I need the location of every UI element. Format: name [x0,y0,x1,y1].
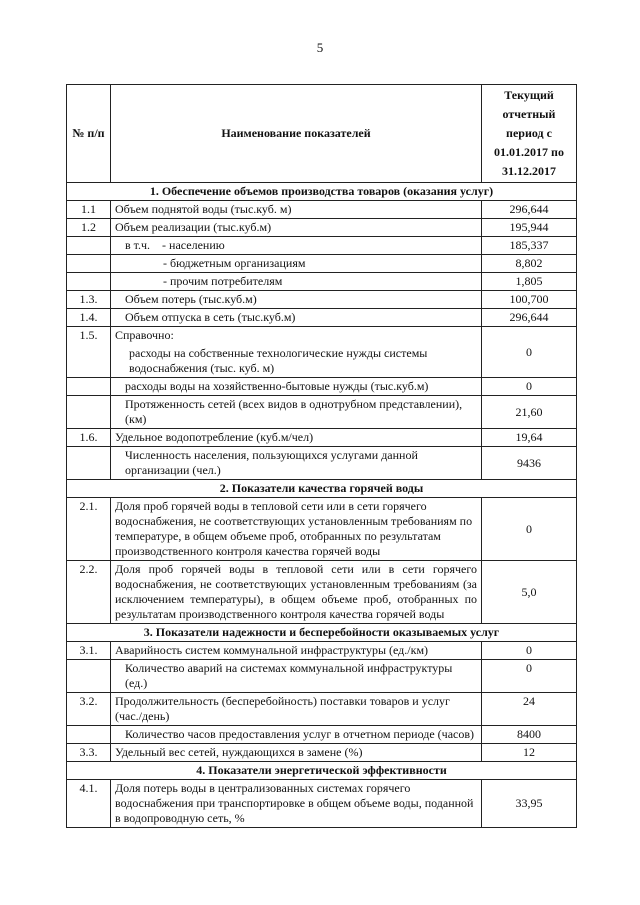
header-indicator-name: Наименование показателей [111,85,482,183]
row-value: 296,644 [482,201,577,219]
row-name: Продолжительность (бесперебойность) поставки товаров и услуг (час./день) [111,693,482,726]
page-number: 5 [316,40,324,55]
row-name: Количество часов предоставления услуг в отчетном периоде (часов) [111,726,482,744]
row-value: 8400 [482,726,577,744]
table-row [67,498,577,561]
row-number: 1.2 [67,219,111,237]
row-value: 0 [482,642,577,660]
row-number: 2.1. [67,498,111,561]
section-title: 3. Показатели надежности и бесперебойности оказываемых услуг [67,624,577,642]
table-row [67,660,577,693]
row-value: 1,805 [482,273,577,291]
section-row [67,480,577,498]
row-value: 21,60 [482,396,577,429]
section-title: 2. Показатели качества горячей воды [67,480,577,498]
table-row [67,273,577,291]
row-value: 24 [482,693,577,726]
row-number: 2.2. [67,561,111,624]
row-name: Доля потерь воды в централизованных системах горячего водоснабжения при транспортировке в общем объеме воды, поданной в водопроводную сеть, % [111,780,482,828]
row-name: - бюджетным организациям [111,255,482,273]
section-row [67,183,577,201]
row-name: Численность населения, пользующихся услугами данной организации (чел.) [111,447,482,480]
row-name: - прочим потребителям [111,273,482,291]
table-row [67,447,577,480]
row-name: Справочно: [115,328,174,342]
row-value: 0 [482,378,577,396]
row-number [67,273,111,291]
row-name: Аварийность систем коммунальной инфраструктуры (ед./км) [111,642,482,660]
row-number: 1.3. [67,291,111,309]
table-row [67,255,577,273]
section-title: 4. Показатели энергетической эффективности [67,762,577,780]
row-value: 19,64 [482,429,577,447]
table-row [67,744,577,762]
table-row [67,327,577,378]
row-value: 0 [482,498,577,561]
row-name: Объем потерь (тыс.куб.м) [111,291,482,309]
row-number [67,255,111,273]
row-name: Объем поднятой воды (тыс.куб. м) [111,201,482,219]
row-number: 1.5. [67,327,111,378]
header-period: Текущий отчетный период с 01.01.2017 по 31.12.2017 [482,85,577,183]
table-row [67,429,577,447]
row-subname: расходы на собственные технологические нужды системы водоснабжения (тыс. куб. м) [129,346,428,375]
row-value: 100,700 [482,291,577,309]
table-row [67,378,577,396]
row-name: Количество аварий на системах коммунальной инфраструктуры (ед.) [111,660,482,693]
table-row [67,396,577,429]
table-row [67,201,577,219]
table-row [67,309,577,327]
row-name: в т.ч. - населению [111,237,482,255]
row-number: 4.1. [67,780,111,828]
table-row [67,561,577,624]
row-value: 9436 [482,447,577,480]
indicators-table [66,84,577,828]
table-row [67,642,577,660]
table-header-row [67,85,577,183]
section-row [67,762,577,780]
row-number: 1.1 [67,201,111,219]
row-name: Доля проб горячей воды в тепловой сети или в сети горячего водоснабжения, не соответствующих установленным требованиям по температуре, в общем объеме проб, отобранных по результатам производственного контроля качества горячей воды [111,498,482,561]
row-value: 0 [482,660,577,693]
row-number: 3.3. [67,744,111,762]
row-name: Удельный вес сетей, нуждающихся в замене (%) [111,744,482,762]
table-row [67,291,577,309]
row-number [67,237,111,255]
row-value: 8,802 [482,255,577,273]
row-name: Удельное водопотребление (куб.м/чел) [111,429,482,447]
row-name: Протяженность сетей (всех видов в однотрубном представлении), (км) [111,396,482,429]
table-row [67,219,577,237]
row-name: Объем реализации (тыс.куб.м) [111,219,482,237]
row-value: 5,0 [482,561,577,624]
table-row [67,693,577,726]
row-value: 185,337 [482,237,577,255]
row-number [67,660,111,693]
row-number [67,396,111,429]
row-number: 1.6. [67,429,111,447]
row-name: Объем отпуска в сеть (тыс.куб.м) [111,309,482,327]
row-value: 12 [482,744,577,762]
row-value: 0 [482,327,577,378]
row-value: 296,644 [482,309,577,327]
row-name: расходы воды на хозяйственно-бытовые нужды (тыс.куб.м) [111,378,482,396]
section-title: 1. Обеспечение объемов производства товаров (оказания услуг) [67,183,577,201]
row-number: 3.2. [67,693,111,726]
row-name: Доля проб горячей воды в тепловой сети или в сети горячего водоснабжения, не соответствующих установленным требованиям (за исключением температуры), в общем объеме проб, отобранных по результатам производственного контроля качества горячей воды [111,561,482,624]
row-number: 3.1. [67,642,111,660]
table-row [67,780,577,828]
row-value: 33,95 [482,780,577,828]
row-number [67,447,111,480]
table-row [67,726,577,744]
table-row [67,237,577,255]
row-name-cell [111,327,482,378]
row-value: 195,944 [482,219,577,237]
row-number [67,378,111,396]
header-number: № п/п [67,85,111,183]
row-number: 1.4. [67,309,111,327]
section-row [67,624,577,642]
row-number [67,726,111,744]
